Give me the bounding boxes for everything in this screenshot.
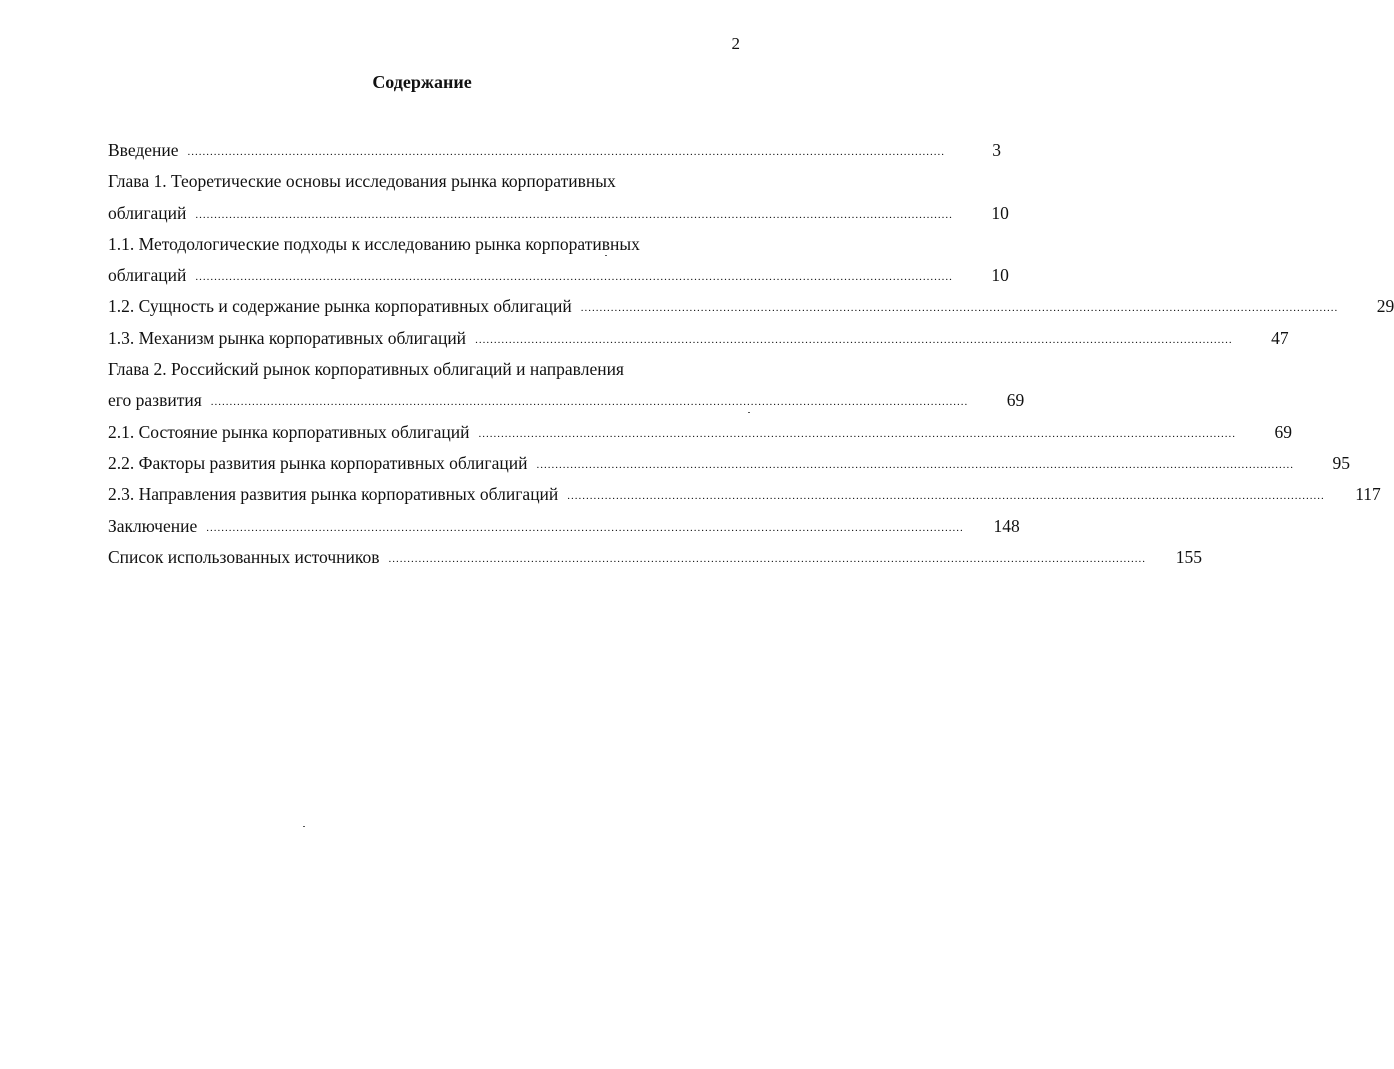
- toc-entry-section-2-1: [108, 417, 1292, 448]
- leader-dots: ..........................................................................................................................................................................................................: [580, 302, 1339, 315]
- leader-dots: ..........................................................................................................................................................................................................: [567, 490, 1325, 503]
- toc-entry-title-line: Глава 2. Российский рынок корпоративных облигаций и направления: [108, 359, 624, 380]
- toc-entry-page: 47: [1271, 327, 1289, 348]
- toc-entry-chapter-2: [108, 354, 1025, 417]
- toc-entry-label: 2.3. Направления развития рынка корпоративных облигаций: [108, 484, 559, 505]
- toc-entry-chapter-1: [108, 166, 1009, 229]
- toc-entry-continuation: [108, 260, 1009, 291]
- toc-entry-section-1-1: [108, 229, 1009, 292]
- toc-entry-label: Введение: [108, 140, 179, 160]
- toc-entry-page: 117: [1355, 484, 1381, 505]
- leader-dots: ..........................................................................................................................................................................................................: [187, 146, 946, 158]
- toc-entry-label: Список использованных источников: [108, 546, 380, 567]
- toc-entry-page: 3: [992, 140, 1002, 160]
- toc-entry-introduction: [108, 135, 1002, 166]
- page-title: Содержание: [372, 72, 472, 92]
- table-of-contents: [108, 135, 1394, 573]
- toc-entry-section-2-3: [108, 479, 1381, 510]
- toc-entry-page: 69: [1274, 421, 1292, 442]
- scan-speck: [605, 255, 607, 256]
- leader-dots: ..........................................................................................................................................................................................................: [388, 552, 1147, 565]
- toc-entry-page: 10: [991, 265, 1009, 286]
- scan-speck: [748, 412, 750, 413]
- toc-entry-label: 2.2. Факторы развития рынка корпоративных облигаций: [108, 452, 528, 473]
- toc-entry-page: 95: [1332, 452, 1350, 473]
- toc-entry-section-1-3: [108, 323, 1289, 354]
- leader-dots: ..........................................................................................................................................................................................................: [478, 427, 1236, 440]
- toc-entry-conclusion: [108, 511, 1020, 542]
- leader-dots: ..........................................................................................................................................................................................................: [206, 521, 964, 534]
- toc-entry-references: [108, 542, 1203, 573]
- toc-entry-label: Заключение: [108, 515, 198, 536]
- toc-entry-label: 2.1. Состояние рынка корпоративных облигаций: [108, 421, 470, 442]
- leader-dots: ..........................................................................................................................................................................................................: [475, 333, 1233, 346]
- toc-entry-continuation: [108, 385, 1025, 416]
- toc-entry-label: 1.2. Сущность и содержание рынка корпоративных облигаций: [108, 296, 572, 317]
- leader-dots: ..........................................................................................................................................................................................................: [210, 396, 969, 409]
- toc-entry-page: 155: [1175, 546, 1203, 567]
- toc-entry-page: 148: [993, 515, 1020, 536]
- toc-entry-title-line: 1.1. Методологические подходы к исследованию рынка корпоративных: [108, 233, 640, 254]
- toc-entry-section-2-2: [108, 448, 1350, 479]
- page-number: 2: [731, 34, 740, 53]
- scan-speck: [303, 826, 305, 827]
- leader-dots: ..........................................................................................................................................................................................................: [195, 208, 953, 221]
- toc-entry-label: его развития: [108, 390, 202, 411]
- leader-dots: ..........................................................................................................................................................................................................: [195, 271, 953, 284]
- toc-entry-continuation: [108, 198, 1009, 229]
- toc-entry-page: 10: [991, 202, 1009, 223]
- toc-entry-section-1-2: [108, 291, 1394, 322]
- toc-entry-label: облигаций: [108, 265, 187, 286]
- toc-entry-page: 69: [1006, 390, 1025, 411]
- leader-dots: ..........................................................................................................................................................................................................: [536, 458, 1294, 471]
- toc-entry-title-line: Глава 1. Теоретические основы исследования рынка корпоративных: [108, 171, 616, 192]
- toc-entry-page: 29: [1376, 296, 1394, 317]
- toc-entry-label: облигаций: [108, 202, 187, 223]
- toc-entry-label: 1.3. Механизм рынка корпоративных облигаций: [108, 327, 467, 348]
